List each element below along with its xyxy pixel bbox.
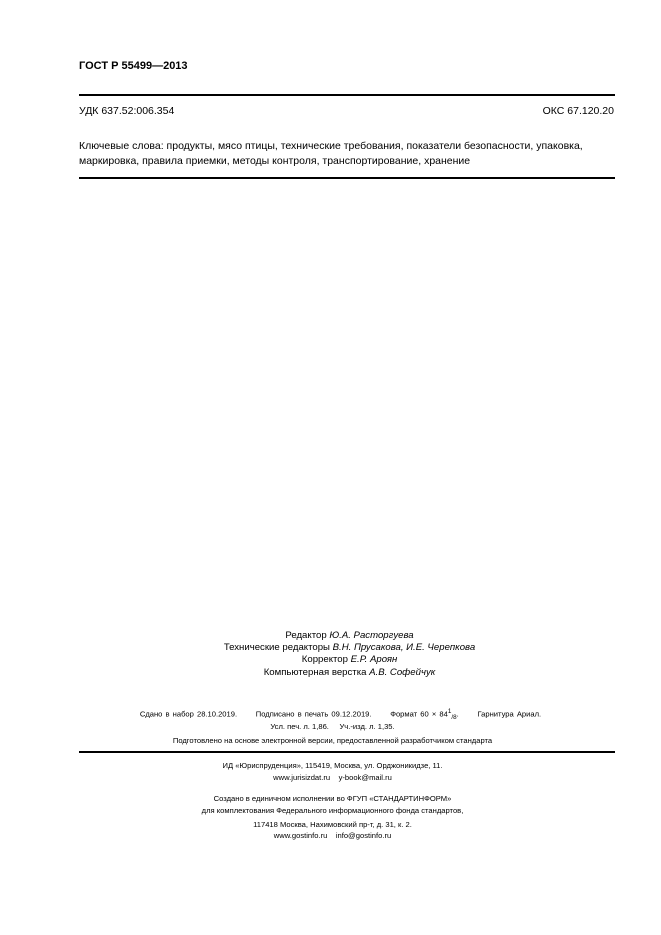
creator-contacts: [2, 831, 661, 840]
publisher-email-link[interactable]: y-book@mail.ru: [338, 773, 392, 782]
imprint-line-2: Усл. печ. л. 1,86. Уч.-изд. л. 1,35.: [270, 722, 395, 731]
keywords-line-1: Ключевые слова: продукты, мясо птицы, технические требования, показатели безопасности, упаковка,: [79, 140, 583, 152]
oks-code: ОКС 67.120.20: [542, 105, 614, 117]
publisher-contacts: [2, 773, 661, 782]
creator-line-1: Создано в единичном исполнении во ФГУП «СТАНДАРТИНФОРМ»: [213, 794, 452, 803]
divider: [79, 751, 615, 753]
credit-layout: Компьютерная верстка А.В. Софейчук: [263, 667, 436, 678]
credit-editor: Редактор Ю.А. Расторгуева: [285, 630, 414, 641]
imprint-line-1: Сдано в набор 28.10.2019. Подписано в печать 09.12.2019. Формат $60 \times 84^1_{/8}$. Гарнитура Ариал.: [139, 708, 542, 722]
creator-line-2: для комплектования Федерального информационного фонда стандартов,: [201, 806, 464, 815]
udk-code: УДК 637.52:006.354: [79, 105, 175, 117]
creator-address: 117418 Москва, Нахимовский пр-т, д. 31, к. 2.: [253, 820, 412, 829]
credit-tech-editors: Технические редакторы В.Н. Прусакова, И.Е. Черепкова: [223, 642, 476, 653]
credit-proofreader: Корректор Е.Р. Ароян: [301, 654, 398, 665]
divider: [79, 177, 615, 179]
document-id: ГОСТ Р 55499—2013: [79, 60, 188, 72]
creator-site-link[interactable]: www.gostinfo.ru: [273, 831, 328, 840]
keywords-line-2: маркировка, правила приемки, методы контроля, транспортирование, хранение: [79, 155, 471, 167]
publisher-address: ИД «Юриспруденция», 115419, Москва, ул. Орджоникидзе, 11.: [222, 761, 443, 770]
publisher-site-link[interactable]: www.jurisizdat.ru: [273, 773, 331, 782]
divider: [79, 94, 615, 96]
creator-email-link[interactable]: info@gostinfo.ru: [335, 831, 392, 840]
prepared-note: Подготовлено на основе электронной версии, предоставленной разработчиком стандарта: [172, 736, 493, 745]
